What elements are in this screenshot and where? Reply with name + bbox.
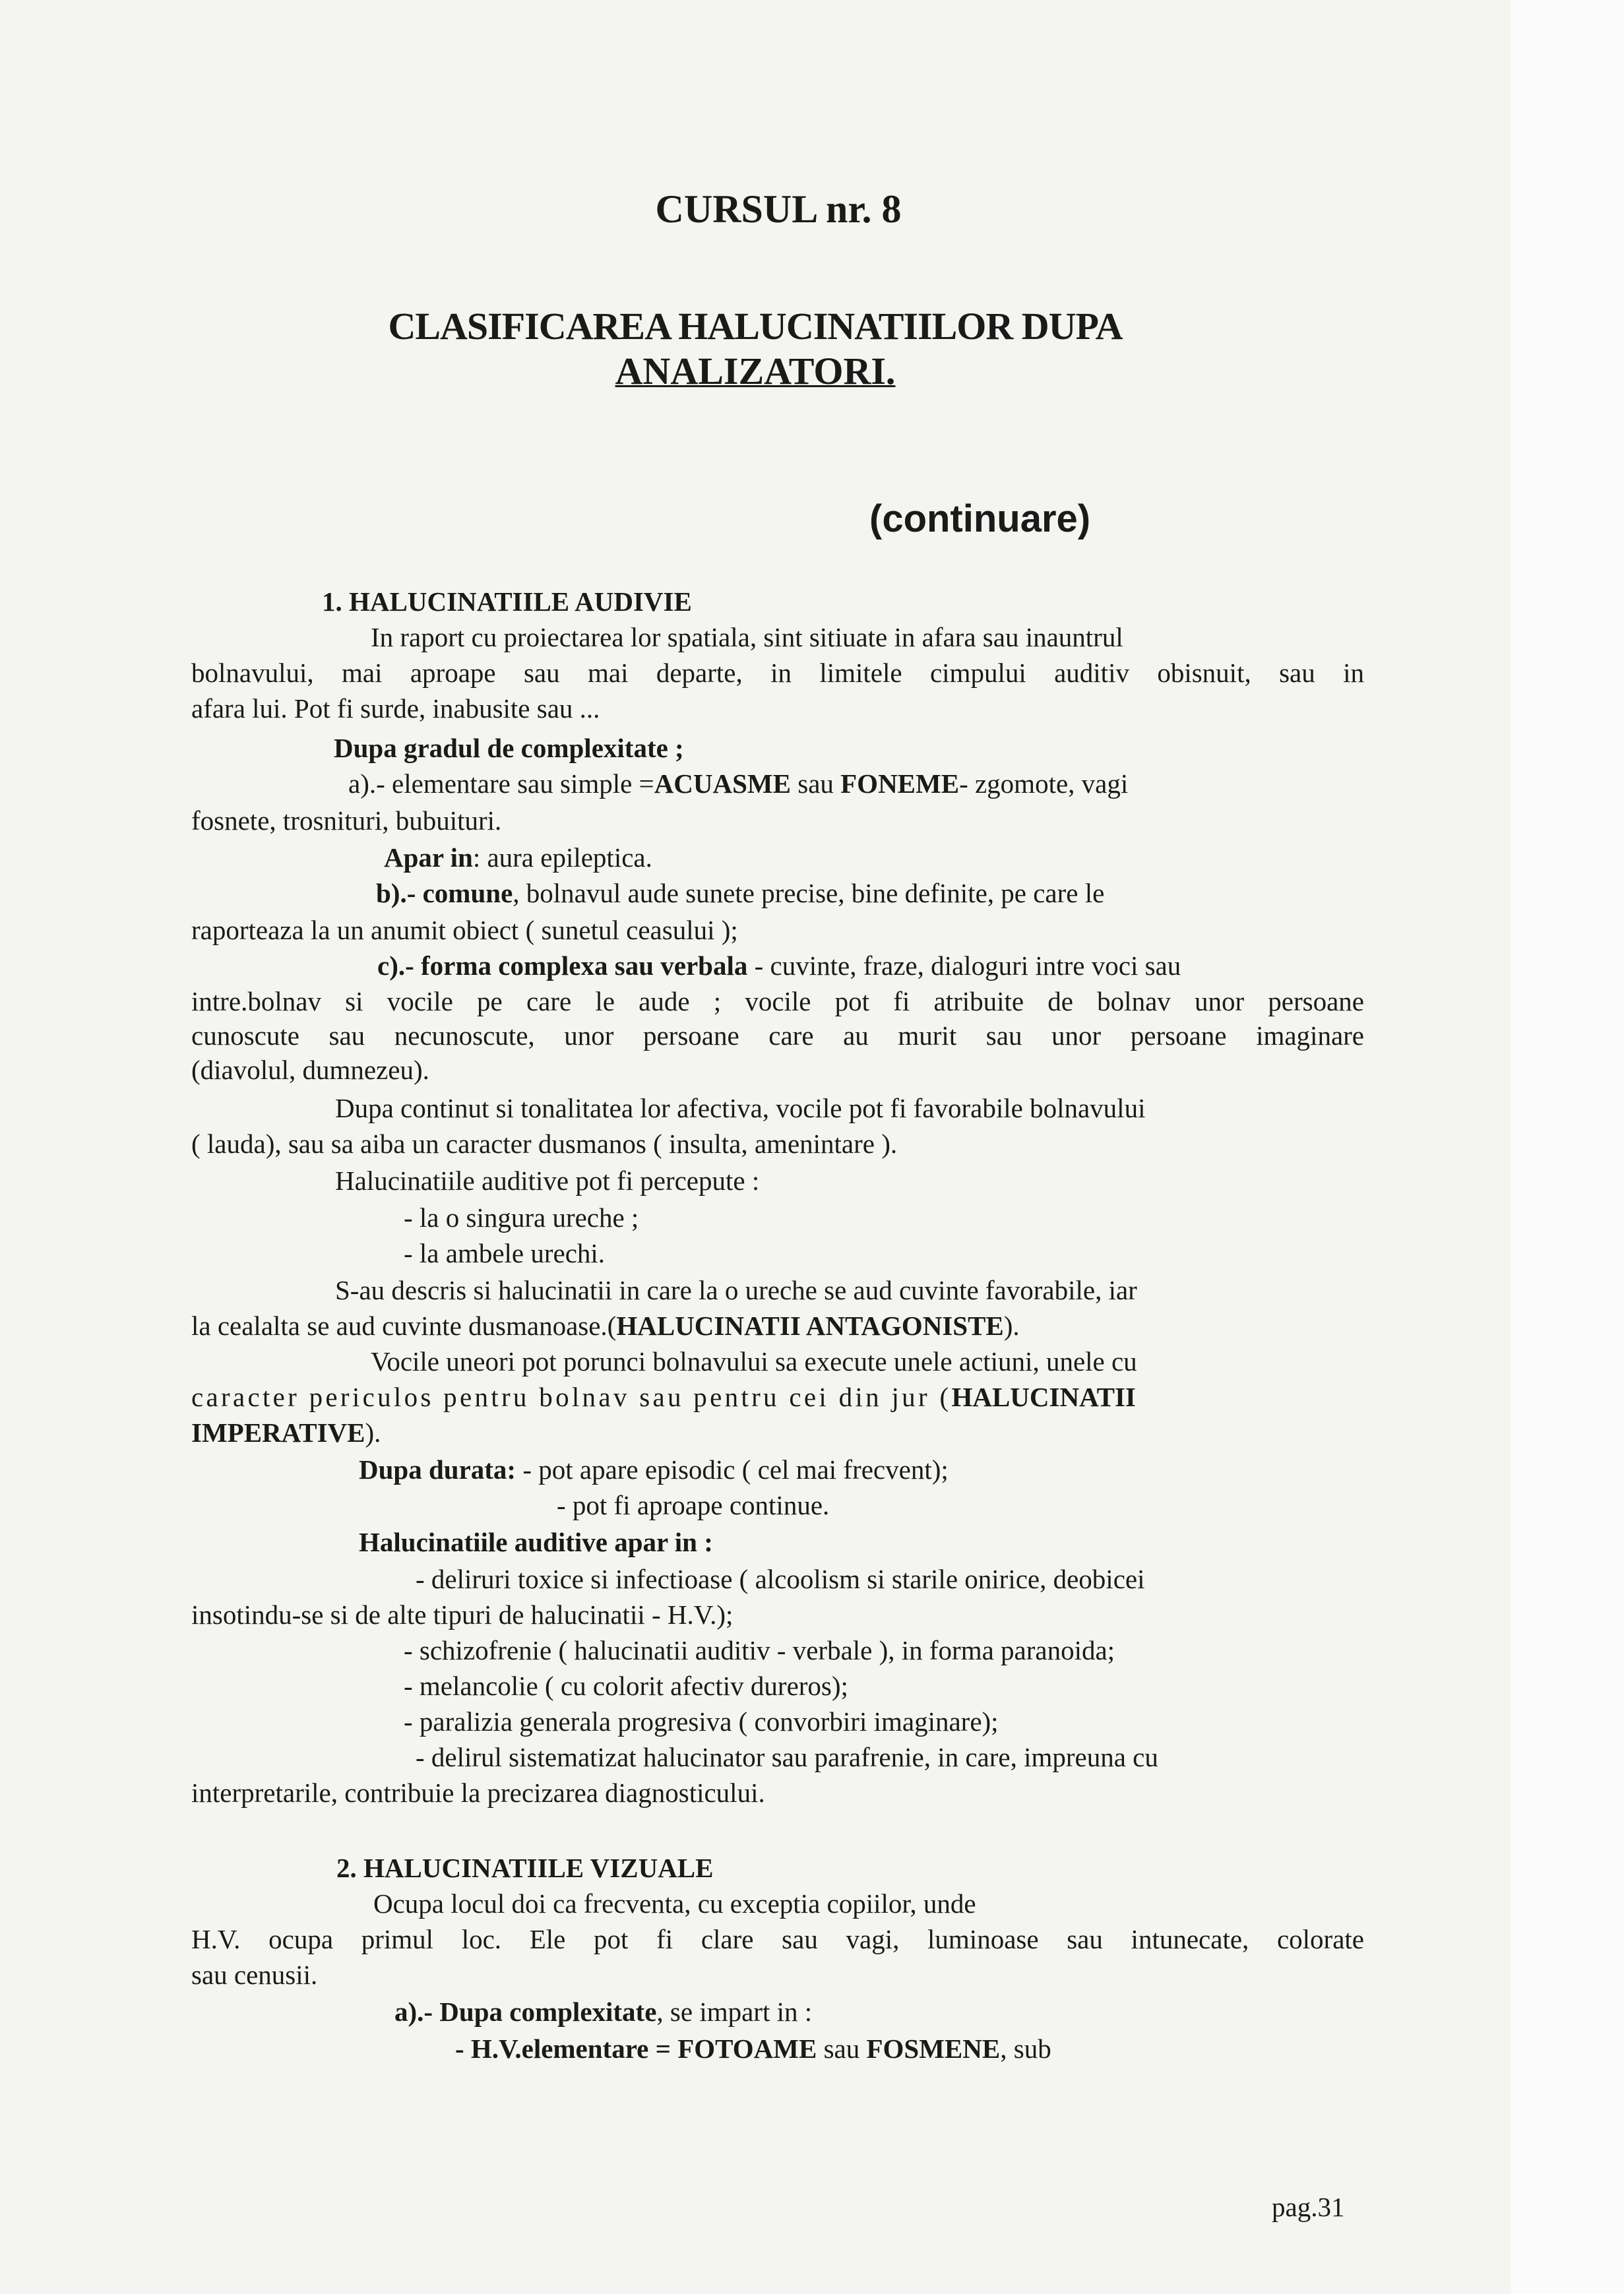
item-a-text: elementare sau simple = xyxy=(392,768,654,799)
term-fotoame: FOTOAME xyxy=(677,2033,817,2064)
s1-p3-line2: - la o singura ureche ; xyxy=(404,1202,639,1233)
s2-hv-elementare xyxy=(455,2033,1051,2064)
list3: - melancolie ( cu colorit afectiv dureros); xyxy=(404,1671,848,1701)
item-c-line2: intre.bolnav si vocile pe care le aude ; vocile pot fi atribuite de bolnav unor persoane xyxy=(191,986,1364,1016)
s1-p4-text: la cealalta se aud cuvinte dusmanoase.( xyxy=(191,1311,617,1341)
s1-p3-line3: - la ambele urechi. xyxy=(404,1238,606,1268)
page-number: pag.31 xyxy=(1272,2192,1345,2222)
hv-elementare-label: - H.V.elementare = xyxy=(455,2033,671,2064)
hv-sau: sau xyxy=(823,2033,860,2064)
item-b-text: , bolnavul aude sunete precise, bine definite, pe care le xyxy=(513,878,1105,908)
s1-p5-line3 xyxy=(191,1417,381,1448)
apar-line xyxy=(384,842,652,873)
item-b-label: b).- comune xyxy=(376,878,513,908)
s1-p1-line3: afara lui. Pot fi surde, inabusite sau ... xyxy=(191,693,600,724)
section2-heading: 2. HALUCINATIILE VIZUALE xyxy=(336,1853,714,1883)
list2: - schizofrenie ( halucinatii auditiv - verbale ), in forma paranoida; xyxy=(404,1635,1115,1665)
s2-p1-line1: Ocupa locul doi ca frecventa, cu exceptia copiilor, unde xyxy=(373,1888,976,1919)
s1-p1-line1: In raport cu proiectarea lor spatiala, sint sitiuate in afara sau inauntrul xyxy=(371,622,1123,652)
item-a-text2: - zgomote, vagi xyxy=(959,768,1129,799)
list1-line2: insotindu-se si de alte tipuri de halucinatii - H.V.); xyxy=(191,1599,734,1630)
item-c-line1 xyxy=(377,950,1181,981)
term-imperative: IMPERATIVE xyxy=(191,1417,365,1448)
list5-line2: interpretarile, contribuie la precizarea diagnosticului. xyxy=(191,1778,765,1808)
term-acuasme: ACUASME xyxy=(654,768,791,799)
scan-margin xyxy=(1511,0,1624,2294)
durata-label: Dupa durata: xyxy=(359,1454,516,1485)
s2-item-a-text: , se impart in : xyxy=(656,1997,813,2027)
item-c-line4: (diavolul, dumnezeu). xyxy=(191,1055,429,1085)
item-c-label: c).- forma complexa sau verbala xyxy=(377,950,748,981)
durata-line2: - pot fi aproape continue. xyxy=(557,1490,830,1520)
s1-p4-line1: S-au descris si halucinatii in care la o ureche se aud cuvinte favorabile, iar xyxy=(335,1275,1137,1305)
item-a-sau: sau xyxy=(797,768,834,799)
item-b-line1 xyxy=(376,877,1104,909)
s1-p1-line2: bolnavului, mai aproape sau mai departe, in limitele cimpului auditiv obisnuit, sau in xyxy=(191,658,1364,688)
term-halucinatii-antagoniste: HALUCINATII ANTAGONISTE xyxy=(616,1311,1004,1341)
apar-text: : aura epileptica. xyxy=(472,842,652,873)
main-title-line1: CLASIFICAREA HALUCINATIILOR DUPA xyxy=(388,305,1123,348)
main-title-line2: ANALIZATORI. xyxy=(615,350,896,392)
item-c-line3: cunoscute sau necunoscute, unor persoane care au murit sau unor persoane imaginare xyxy=(191,1020,1364,1051)
s1-p2-line1: Dupa continut si tonalitatea lor afectiva, vocile pot fi favorabile bolnavului xyxy=(335,1093,1146,1123)
item-c-text: - cuvinte, fraze, dialoguri intre voci sau xyxy=(754,950,1181,981)
s1-p5-close: ). xyxy=(365,1417,381,1448)
continuation-label: (continuare) xyxy=(869,497,1091,540)
durata-line1 xyxy=(359,1454,949,1485)
s1-p4-close: ). xyxy=(1003,1311,1020,1341)
term-foneme: FONEME xyxy=(840,768,960,799)
s2-p1-line3: sau cenusii. xyxy=(191,1960,318,1990)
item-a-line2: fosnete, trosnituri, bubuituri. xyxy=(191,805,502,836)
list1-line1: - deliruri toxice si infectioase ( alcoolism si starile onirice, deobicei xyxy=(416,1564,1145,1594)
s2-item-a-label: a).- Dupa complexitate xyxy=(394,1997,657,2027)
term-halucinatii: HALUCINATII xyxy=(951,1382,1136,1412)
item-a-label: a).- xyxy=(348,768,385,799)
list4: - paralizia generala progresiva ( convorbiri imaginare); xyxy=(404,1706,999,1737)
s1-p5-text: caracter periculos pentru bolnav sau pentru cei din jur ( xyxy=(191,1382,952,1412)
term-fosmene: FOSMENE xyxy=(866,2033,1001,2064)
section1-heading: 1. HALUCINATIILE AUDIVIE xyxy=(322,586,692,617)
course-title: CURSUL nr. 8 xyxy=(655,187,902,231)
s2-item-a xyxy=(394,1996,812,2028)
hv-sub: , sub xyxy=(1000,2033,1051,2064)
durata-text1: - pot apare episodic ( cel mai frecvent); xyxy=(522,1454,949,1485)
s1-p5-line1: Vocile uneori pot porunci bolnavului sa execute unele actiuni, unele cu xyxy=(371,1346,1137,1377)
item-b-line2: raporteaza la un anumit obiect ( sunetul ceasului ); xyxy=(191,915,738,945)
s1-p2-line2: ( lauda), sau sa aiba un caracter dusmanos ( insulta, amenintare ). xyxy=(191,1129,898,1159)
apar-label: Apar in xyxy=(384,842,473,873)
s2-p1-line2: H.V. ocupa primul loc. Ele pot fi clare sau vagi, luminoase sau intunecate, colorate xyxy=(191,1924,1364,1954)
item-a-line1 xyxy=(348,768,1128,799)
complexity-heading: Dupa gradul de complexitate ; xyxy=(334,733,684,763)
apar-in-heading: Halucinatiile auditive apar in : xyxy=(359,1527,713,1557)
s1-p5-line2 xyxy=(191,1381,1136,1413)
s1-p3-line1: Halucinatiile auditive pot fi percepute : xyxy=(335,1165,760,1196)
s1-p4-line2 xyxy=(191,1310,1020,1342)
list5-line1: - delirul sistematizat halucinator sau parafrenie, in care, impreuna cu xyxy=(416,1742,1158,1772)
